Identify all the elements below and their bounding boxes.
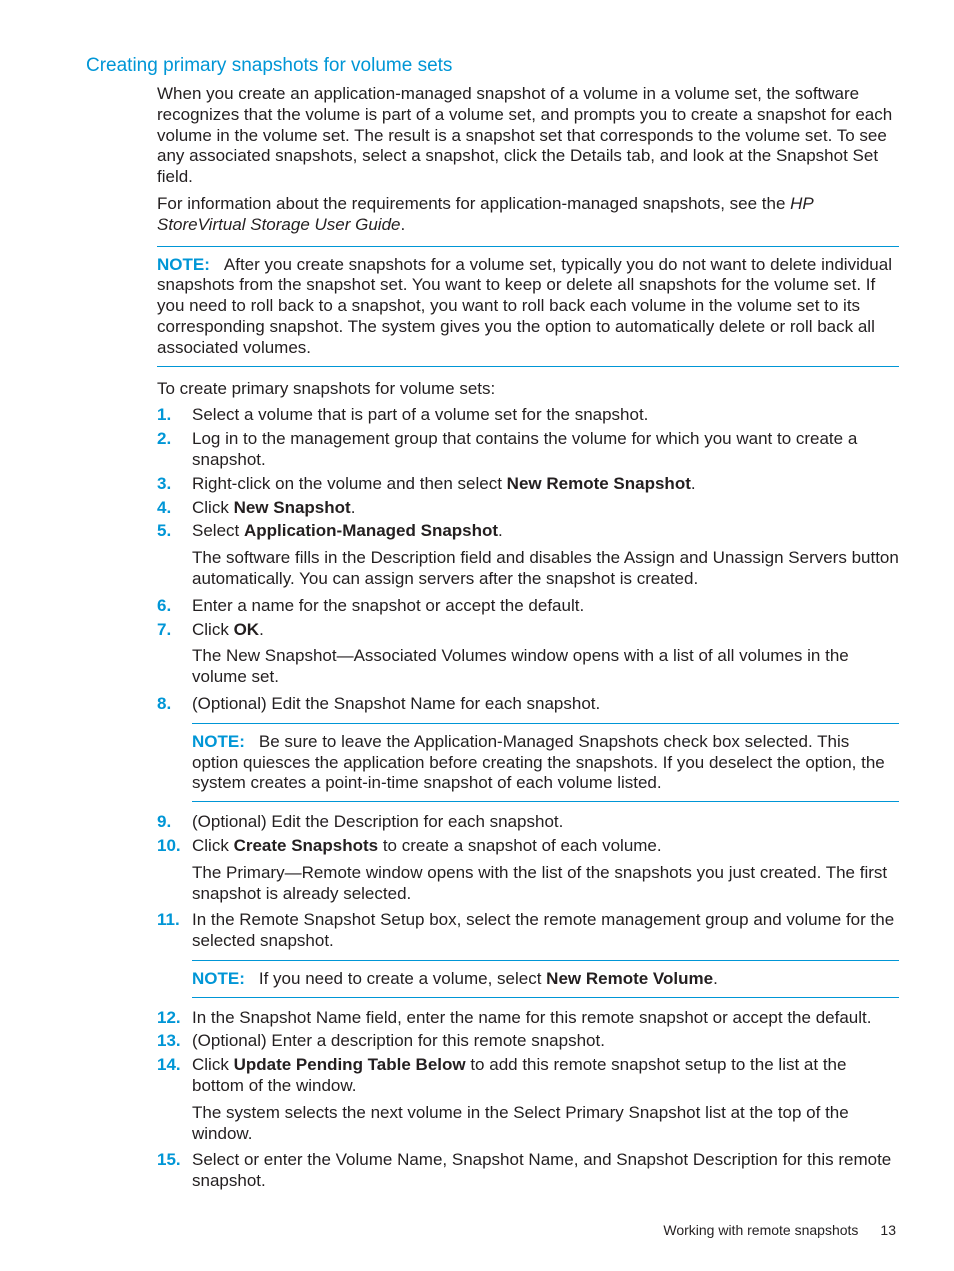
step-15 xyxy=(157,1150,899,1192)
step-12 xyxy=(157,1008,899,1029)
step-text: Enter a name for the snapshot or accept the default. xyxy=(192,595,585,615)
step-number: 9. xyxy=(157,812,172,832)
step-result: The Primary—Remote window opens with the list of the snapshots you just created. The first snapshot is already selected. xyxy=(192,862,888,903)
note-text-before: If you need to create a volume, select xyxy=(258,968,547,988)
step-text-before: Select xyxy=(192,521,244,541)
step-number: 6. xyxy=(157,595,172,615)
step-6 xyxy=(157,596,899,617)
note-label: NOTE: xyxy=(157,254,210,274)
info-text-before: For information about the requirements for application-managed snapshots, see the xyxy=(157,193,791,213)
step-text-before: Click xyxy=(192,497,234,517)
step-result: The software fills in the Description field and disables the Assign and Unassign Servers button automatically. You can assign servers after the snapshot is created. xyxy=(192,548,899,588)
step-text: (Optional) Enter a description for this remote snapshot. xyxy=(192,1031,605,1051)
step-text-after: . xyxy=(259,619,264,639)
step-5 xyxy=(157,521,899,589)
step-text-after: . xyxy=(498,521,503,541)
step-text: Select a volume that is part of a volume set for the snapshot. xyxy=(192,405,649,425)
step-ui-label: OK xyxy=(233,619,260,639)
step-text: (Optional) Edit the Snapshot Name for each snapshot. xyxy=(192,693,601,713)
step-ui-label: New Snapshot xyxy=(233,497,351,517)
step-text: Select or enter the Volume Name, Snapshot Name, and Snapshot Description for this remote snapshot. xyxy=(192,1150,892,1191)
note-label: NOTE: xyxy=(192,731,245,751)
step-text: In the Snapshot Name field, enter the name for this remote snapshot or accept the default. xyxy=(192,1007,872,1027)
guide-title: HP StoreVirtual Storage User Guide xyxy=(157,193,814,234)
footer-section-title: Working with remote snapshots xyxy=(663,1222,859,1238)
step-number: 1. xyxy=(157,405,172,425)
step-text-before: Right-click on the volume and then select xyxy=(192,473,507,493)
step-text-after: . xyxy=(690,473,696,493)
note-label: NOTE: xyxy=(192,968,245,988)
step-result: The system selects the next volume in the Select Primary Snapshot list at the top of the window. xyxy=(192,1102,849,1143)
step-text: Log in to the management group that contains the volume for which you want to create a snapshot. xyxy=(192,429,858,469)
step-1 xyxy=(157,405,899,426)
step-2 xyxy=(157,429,899,471)
step-number: 11. xyxy=(157,910,180,930)
step-text-after: to add this remote snapshot setup to the list at the bottom of the window. xyxy=(192,1055,847,1096)
step-note-box xyxy=(192,960,899,998)
info-text-after: . xyxy=(400,214,406,234)
step-ui-label: New Remote Snapshot xyxy=(506,473,691,493)
step-result: The New Snapshot—Associated Volumes window opens with a list of all volumes in the volume set. xyxy=(192,646,849,687)
info-paragraph xyxy=(157,194,899,236)
step-11 xyxy=(157,910,899,997)
step-text-after: . xyxy=(350,497,356,517)
step-number: 15. xyxy=(157,1150,181,1170)
step-number: 10. xyxy=(157,835,181,855)
step-13 xyxy=(157,1031,899,1052)
note-text: Be sure to leave the Application-Managed Snapshots check box selected. This option quiesces the application before creating the snapshots. If you deselect the option, the system creates a point-in-time snapshot of each volume listed. xyxy=(192,731,885,793)
procedure-steps xyxy=(157,405,899,1192)
step-3 xyxy=(157,474,899,495)
main-content xyxy=(157,84,899,1195)
step-text-before: Click xyxy=(192,835,234,855)
step-number: 8. xyxy=(157,693,172,713)
step-ui-label: Create Snapshots xyxy=(233,835,379,855)
procedure-lead: To create primary snapshots for volume sets: xyxy=(157,378,496,398)
step-number: 3. xyxy=(157,473,172,493)
step-note-box xyxy=(192,723,899,802)
step-10 xyxy=(157,836,899,904)
step-14 xyxy=(157,1055,899,1144)
step-7 xyxy=(157,620,899,688)
page-footer xyxy=(663,1222,896,1238)
step-number: 13. xyxy=(157,1031,181,1051)
step-text: (Optional) Edit the Description for each snapshot. xyxy=(192,812,564,832)
step-8 xyxy=(157,694,899,802)
step-number: 5. xyxy=(157,521,172,541)
step-ui-label: Application-Managed Snapshot xyxy=(243,521,499,541)
note-box xyxy=(157,246,899,367)
step-number: 12. xyxy=(157,1007,181,1027)
step-text-before: Click xyxy=(192,619,234,639)
intro-paragraph: When you create an application-managed snapshot of a volume in a volume set, the software recognizes that the volume is part of a volume set, and prompts you to create a snapshot for each volume in the volume set. The result is a snapshot set that corresponds to the volume set. To see any associated snapshots, select a snapshot, click the Details tab, and look at the Snapshot Set field. xyxy=(157,84,893,187)
note-ui-label: New Remote Volume xyxy=(546,968,714,988)
step-number: 7. xyxy=(157,619,172,639)
note-text: After you create snapshots for a volume set, typically you do not want to delete individual snapshots from the snapshot set. You want to keep or delete all snapshots for the volume set. If you need to roll back to a snapshot, you want to roll back each volume in the volume set to its corresponding snapshot. The system gives you the option to automatically delete or roll back all associated volumes. xyxy=(157,254,892,357)
step-ui-label: Update Pending Table Below xyxy=(233,1055,466,1075)
step-number: 2. xyxy=(157,429,172,449)
page-number: 13 xyxy=(880,1222,896,1238)
step-text: In the Remote Snapshot Setup box, select the remote management group and volume for the selected snapshot. xyxy=(192,910,895,951)
step-number: 4. xyxy=(157,497,172,517)
step-4 xyxy=(157,498,899,519)
step-text-after: to create a snapshot of each volume. xyxy=(378,835,662,855)
section-heading: Creating primary snapshots for volume sets xyxy=(86,55,453,76)
step-9 xyxy=(157,812,899,833)
step-number: 14. xyxy=(157,1055,181,1075)
note-text-after: . xyxy=(713,968,718,988)
step-text-before: Click xyxy=(192,1055,234,1075)
